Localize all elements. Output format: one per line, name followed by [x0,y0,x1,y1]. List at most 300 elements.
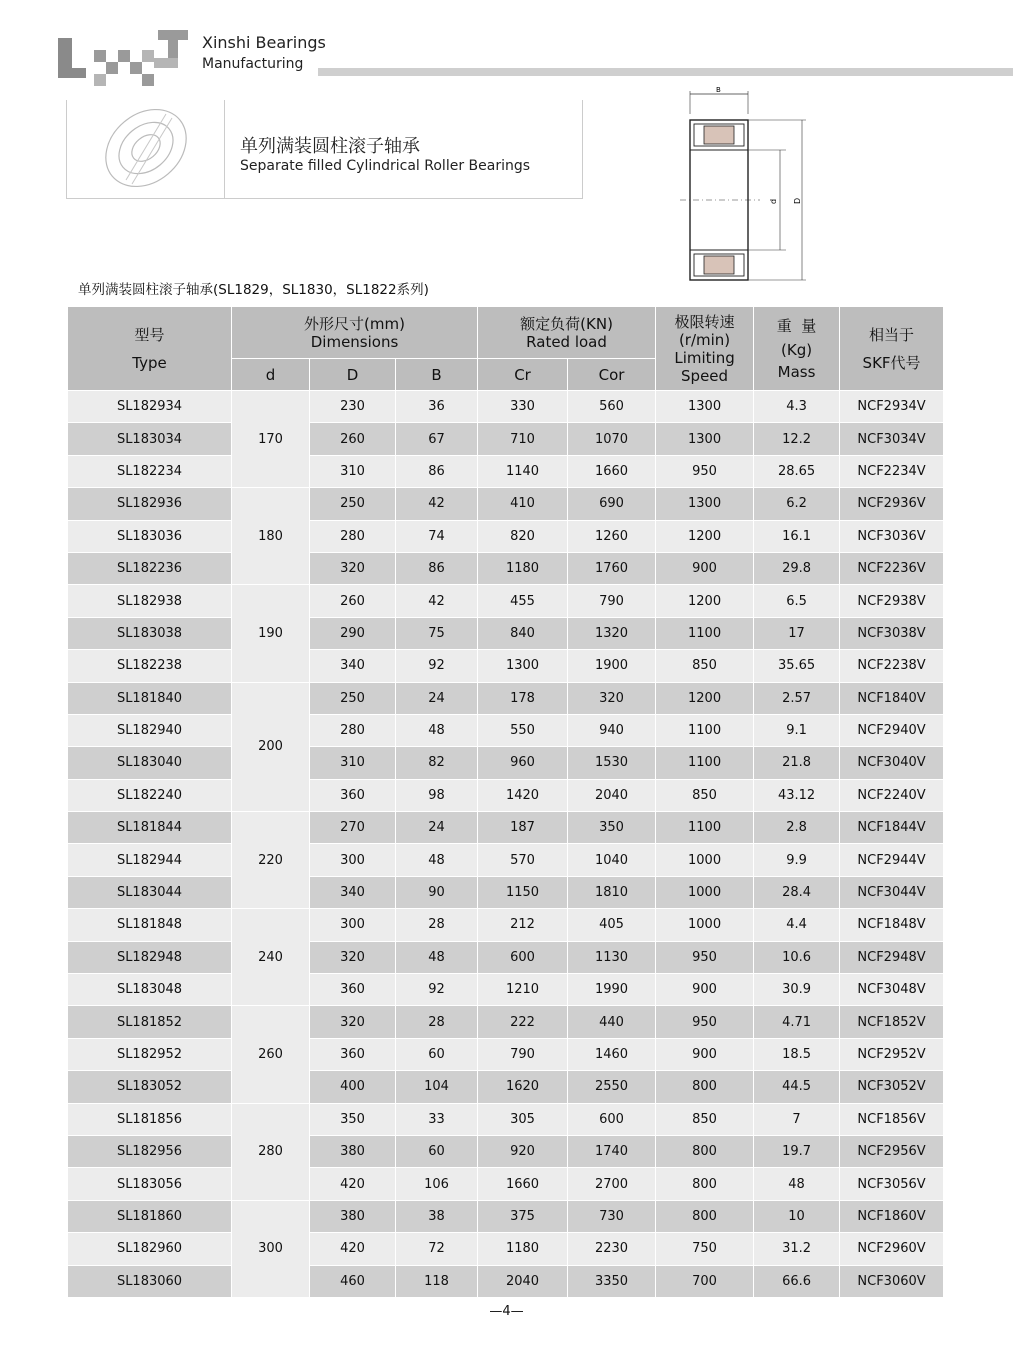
cell-d: 280 [232,1103,310,1200]
cell-B: 72 [396,1233,478,1265]
cell-speed: 900 [656,1038,754,1070]
cell-Cr: 330 [478,391,568,423]
cell-Cor: 730 [568,1200,656,1232]
cell-Cor: 1900 [568,650,656,682]
cell-B: 28 [396,1006,478,1038]
col-type [68,307,232,391]
col-type-en: Type [132,353,167,372]
cell-Cor: 2040 [568,779,656,811]
table-row [68,552,944,584]
cell-B: 92 [396,974,478,1006]
drawing-label-D: D [793,197,802,204]
cell-Cor: 405 [568,909,656,941]
cell-mass: 21.8 [754,747,840,779]
cell-type: SL182960 [68,1233,232,1265]
intro-title-en: Separate filled Cylindrical Roller Bearings [240,158,531,174]
cell-speed: 1100 [656,747,754,779]
cell-type: SL182234 [68,455,232,487]
cell-Cor: 3350 [568,1265,656,1297]
cell-type: SL182938 [68,585,232,617]
cell-speed: 1200 [656,585,754,617]
table-row [68,1168,944,1200]
company-name [202,32,326,74]
cell-B: 48 [396,941,478,973]
cell-B: 75 [396,617,478,649]
intro-divider-right [582,100,583,198]
col-mass-en: Mass [777,362,816,381]
table-row [68,650,944,682]
cell-D: 400 [310,1071,396,1103]
cell-mass: 4.3 [754,391,840,423]
cell-Cr: 1180 [478,552,568,584]
cell-speed: 1100 [656,617,754,649]
cell-Cr: 222 [478,1006,568,1038]
cell-Cor: 1460 [568,1038,656,1070]
cell-mass: 9.9 [754,844,840,876]
cell-mass: 2.57 [754,682,840,714]
cell-Cor: 560 [568,391,656,423]
cell-speed: 1200 [656,520,754,552]
table-row [68,1265,944,1297]
cell-skf: NCF1856V [840,1103,944,1135]
cell-B: 24 [396,682,478,714]
cell-Cr: 375 [478,1200,568,1232]
cell-speed: 1100 [656,812,754,844]
cell-Cr: 570 [478,844,568,876]
cell-B: 106 [396,1168,478,1200]
cell-skf: NCF3034V [840,423,944,455]
cell-B: 90 [396,876,478,908]
cell-B: 86 [396,552,478,584]
col-speed [656,307,754,391]
cell-type: SL182952 [68,1038,232,1070]
cell-type: SL183038 [68,617,232,649]
col-dims-cn: 外形尺寸(mm) [304,314,405,333]
cell-D: 320 [310,552,396,584]
cell-speed: 850 [656,779,754,811]
cell-skf: NCF2938V [840,585,944,617]
col-skf [840,307,944,391]
cell-mass: 16.1 [754,520,840,552]
cell-B: 28 [396,909,478,941]
cell-skf: NCF3040V [840,747,944,779]
drawing-label-B: B [716,86,721,94]
cell-D: 380 [310,1200,396,1232]
cell-skf: NCF1860V [840,1200,944,1232]
cell-skf: NCF3036V [840,520,944,552]
table-row [68,1200,944,1232]
cell-skf: NCF3038V [840,617,944,649]
table-row [68,909,944,941]
cell-skf: NCF2944V [840,844,944,876]
cell-Cor: 2230 [568,1233,656,1265]
table-row [68,423,944,455]
cell-speed: 850 [656,1103,754,1135]
cell-type: SL183044 [68,876,232,908]
cell-Cr: 1660 [478,1168,568,1200]
cell-mass: 4.4 [754,909,840,941]
cell-B: 24 [396,812,478,844]
cell-type: SL182956 [68,1135,232,1167]
table-row [68,974,944,1006]
cell-d: 220 [232,812,310,909]
cell-Cr: 820 [478,520,568,552]
header-rule [318,68,1013,76]
cell-B: 60 [396,1135,478,1167]
table-title: 单列满装圆柱滚子轴承(SL1829，SL1830，SL1822系列) [78,282,429,298]
cell-mass: 31.2 [754,1233,840,1265]
cell-type: SL181860 [68,1200,232,1232]
cell-D: 300 [310,909,396,941]
cell-speed: 1000 [656,876,754,908]
col-rated-load [478,307,656,359]
cell-Cor: 600 [568,1103,656,1135]
table-row [68,617,944,649]
cell-mass: 44.5 [754,1071,840,1103]
col-speed-en1: Limiting [674,348,735,367]
col-skf-cn1: 相当于 [869,325,915,344]
cell-mass: 6.2 [754,488,840,520]
cell-B: 86 [396,455,478,487]
company-line2: Manufacturing [202,56,304,72]
cell-type: SL183034 [68,423,232,455]
col-mass-unit: (Kg) [781,340,813,359]
col-skf-cn2: SKF代号 [862,353,921,372]
cell-D: 300 [310,844,396,876]
drawing-label-d: d [769,198,778,204]
cell-d: 240 [232,909,310,1006]
cell-mass: 43.12 [754,779,840,811]
cell-speed: 950 [656,941,754,973]
col-mass-cn: 重 量 [776,316,817,335]
cell-speed: 750 [656,1233,754,1265]
cell-type: SL181852 [68,1006,232,1038]
table-row [68,1103,944,1135]
table-row [68,488,944,520]
cell-B: 48 [396,714,478,746]
cell-mass: 35.65 [754,650,840,682]
cell-Cor: 790 [568,585,656,617]
cell-Cor: 320 [568,682,656,714]
bearing-sketch-icon [96,100,196,196]
cell-skf: NCF3056V [840,1168,944,1200]
cell-Cor: 1320 [568,617,656,649]
cell-speed: 1300 [656,488,754,520]
cell-D: 310 [310,747,396,779]
cell-D: 320 [310,1006,396,1038]
cell-D: 310 [310,455,396,487]
cell-D: 460 [310,1265,396,1297]
cell-D: 290 [310,617,396,649]
table-row [68,1006,944,1038]
cell-Cor: 1810 [568,876,656,908]
cell-mass: 30.9 [754,974,840,1006]
cell-B: 74 [396,520,478,552]
cell-Cor: 1070 [568,423,656,455]
cell-D: 270 [310,812,396,844]
cell-D: 260 [310,585,396,617]
cell-speed: 1300 [656,391,754,423]
cell-skf: NCF2936V [840,488,944,520]
cell-Cr: 305 [478,1103,568,1135]
cell-B: 48 [396,844,478,876]
cell-Cr: 960 [478,747,568,779]
col-load-cn: 额定负荷(KN) [520,314,613,333]
cell-speed: 800 [656,1200,754,1232]
col-type-cn: 型号 [134,325,165,344]
cell-D: 340 [310,876,396,908]
cell-speed: 800 [656,1071,754,1103]
cell-Cor: 2700 [568,1168,656,1200]
cell-D: 420 [310,1233,396,1265]
cell-B: 38 [396,1200,478,1232]
cell-Cor: 2550 [568,1071,656,1103]
company-logo [58,28,198,94]
col-Cor: Cor [568,359,656,391]
intro-divider [224,100,225,198]
cell-skf: NCF3044V [840,876,944,908]
cell-type: SL183056 [68,1168,232,1200]
cell-D: 260 [310,423,396,455]
cell-mass: 9.1 [754,714,840,746]
col-D: D [310,359,396,391]
table-row [68,1135,944,1167]
table-row [68,1233,944,1265]
cell-d: 200 [232,682,310,812]
cell-D: 320 [310,941,396,973]
cell-speed: 1000 [656,844,754,876]
col-dims-en: Dimensions [310,332,399,351]
cell-Cor: 350 [568,812,656,844]
cell-mass: 29.8 [754,552,840,584]
table-row [68,1038,944,1070]
cell-Cor: 1760 [568,552,656,584]
cell-type: SL182934 [68,391,232,423]
cell-type: SL183036 [68,520,232,552]
cell-skf: NCF3048V [840,974,944,1006]
cell-Cor: 1660 [568,455,656,487]
cell-Cr: 2040 [478,1265,568,1297]
cell-mass: 10 [754,1200,840,1232]
cell-type: SL182940 [68,714,232,746]
table-row [68,455,944,487]
cell-skf: NCF1844V [840,812,944,844]
cell-Cr: 600 [478,941,568,973]
cell-d: 190 [232,585,310,682]
cell-B: 33 [396,1103,478,1135]
cell-Cr: 178 [478,682,568,714]
cell-Cr: 455 [478,585,568,617]
col-mass [754,307,840,391]
cell-mass: 2.8 [754,812,840,844]
cell-Cor: 440 [568,1006,656,1038]
cell-D: 340 [310,650,396,682]
col-d: d [232,359,310,391]
cell-skf: NCF2960V [840,1233,944,1265]
cell-D: 280 [310,520,396,552]
bearing-spec-table [67,306,944,1298]
cell-Cr: 1420 [478,779,568,811]
table-row [68,779,944,811]
cell-skf: NCF2956V [840,1135,944,1167]
cell-speed: 900 [656,552,754,584]
cell-D: 360 [310,974,396,1006]
cell-type: SL182936 [68,488,232,520]
cell-skf: NCF2236V [840,552,944,584]
table-row [68,585,944,617]
cell-skf: NCF1852V [840,1006,944,1038]
cell-D: 230 [310,391,396,423]
cell-B: 98 [396,779,478,811]
cell-D: 360 [310,1038,396,1070]
cell-B: 92 [396,650,478,682]
col-speed-en2: Speed [681,366,729,385]
cell-B: 104 [396,1071,478,1103]
table-row [68,714,944,746]
cell-D: 250 [310,488,396,520]
cell-Cr: 187 [478,812,568,844]
cell-type: SL182944 [68,844,232,876]
table-row [68,682,944,714]
cell-Cor: 1130 [568,941,656,973]
cell-skf: NCF1848V [840,909,944,941]
cell-Cr: 212 [478,909,568,941]
cell-mass: 12.2 [754,423,840,455]
bearing-cross-section-drawing [676,84,816,294]
cell-Cor: 690 [568,488,656,520]
table-row [68,844,944,876]
cell-speed: 1300 [656,423,754,455]
cell-B: 67 [396,423,478,455]
cell-skf: NCF2934V [840,391,944,423]
cell-speed: 1100 [656,714,754,746]
cell-mass: 48 [754,1168,840,1200]
cell-B: 82 [396,747,478,779]
cell-Cr: 550 [478,714,568,746]
cell-mass: 10.6 [754,941,840,973]
cell-speed: 850 [656,650,754,682]
cell-d: 180 [232,488,310,585]
table-row [68,747,944,779]
cell-mass: 17 [754,617,840,649]
cell-B: 42 [396,488,478,520]
cell-skf: NCF2940V [840,714,944,746]
cell-Cr: 710 [478,423,568,455]
cell-type: SL181856 [68,1103,232,1135]
cell-speed: 800 [656,1168,754,1200]
cell-speed: 950 [656,1006,754,1038]
cell-D: 380 [310,1135,396,1167]
cell-speed: 900 [656,974,754,1006]
cell-speed: 1200 [656,682,754,714]
cell-mass: 28.4 [754,876,840,908]
cell-B: 60 [396,1038,478,1070]
cell-Cr: 1300 [478,650,568,682]
cell-d: 260 [232,1006,310,1103]
table-row [68,812,944,844]
cell-B: 42 [396,585,478,617]
cell-type: SL183048 [68,974,232,1006]
cell-skf: NCF2240V [840,779,944,811]
cell-Cr: 1180 [478,1233,568,1265]
col-Cr: Cr [478,359,568,391]
table-body [68,391,944,1298]
col-speed-cn: 极限转速 [674,312,735,331]
table-row [68,391,944,423]
cell-type: SL182948 [68,941,232,973]
cell-type: SL182236 [68,552,232,584]
cell-mass: 66.6 [754,1265,840,1297]
cell-skf: NCF2238V [840,650,944,682]
cell-mass: 4.71 [754,1006,840,1038]
table-row [68,520,944,552]
cell-d: 170 [232,391,310,488]
cell-speed: 700 [656,1265,754,1297]
cell-mass: 19.7 [754,1135,840,1167]
cell-Cr: 790 [478,1038,568,1070]
cell-Cr: 840 [478,617,568,649]
cell-Cor: 1740 [568,1135,656,1167]
cell-Cr: 1140 [478,455,568,487]
cell-type: SL181840 [68,682,232,714]
col-speed-unit: (r/min) [678,330,731,349]
cell-Cor: 940 [568,714,656,746]
cell-Cor: 1260 [568,520,656,552]
cell-B: 118 [396,1265,478,1297]
cell-Cr: 1620 [478,1071,568,1103]
cell-Cr: 410 [478,488,568,520]
cell-speed: 1000 [656,909,754,941]
cell-Cr: 920 [478,1135,568,1167]
cell-type: SL182240 [68,779,232,811]
cell-type: SL181844 [68,812,232,844]
col-B: B [396,359,478,391]
cell-Cr: 1210 [478,974,568,1006]
col-load-en: Rated load [526,332,607,351]
cell-mass: 18.5 [754,1038,840,1070]
table-row [68,876,944,908]
cell-d: 300 [232,1200,310,1297]
cell-skf: NCF2234V [840,455,944,487]
company-line1: Xinshi Bearings [202,33,326,52]
cell-type: SL183052 [68,1071,232,1103]
cell-mass: 6.5 [754,585,840,617]
cell-Cor: 1990 [568,974,656,1006]
cell-type: SL181848 [68,909,232,941]
cell-D: 350 [310,1103,396,1135]
cell-type: SL183040 [68,747,232,779]
cell-skf: NCF3060V [840,1265,944,1297]
cell-mass: 28.65 [754,455,840,487]
cell-D: 360 [310,779,396,811]
cell-mass: 7 [754,1103,840,1135]
cell-type: SL182238 [68,650,232,682]
col-dimensions [232,307,478,359]
cell-D: 420 [310,1168,396,1200]
cell-type: SL183060 [68,1265,232,1297]
cell-Cor: 1040 [568,844,656,876]
cell-skf: NCF1840V [840,682,944,714]
table-row [68,1071,944,1103]
cell-skf: NCF3052V [840,1071,944,1103]
cell-skf: NCF2948V [840,941,944,973]
page-number: —4— [489,1304,524,1319]
cell-speed: 950 [656,455,754,487]
cell-D: 250 [310,682,396,714]
cell-Cr: 1150 [478,876,568,908]
cell-B: 36 [396,391,478,423]
table-row [68,941,944,973]
